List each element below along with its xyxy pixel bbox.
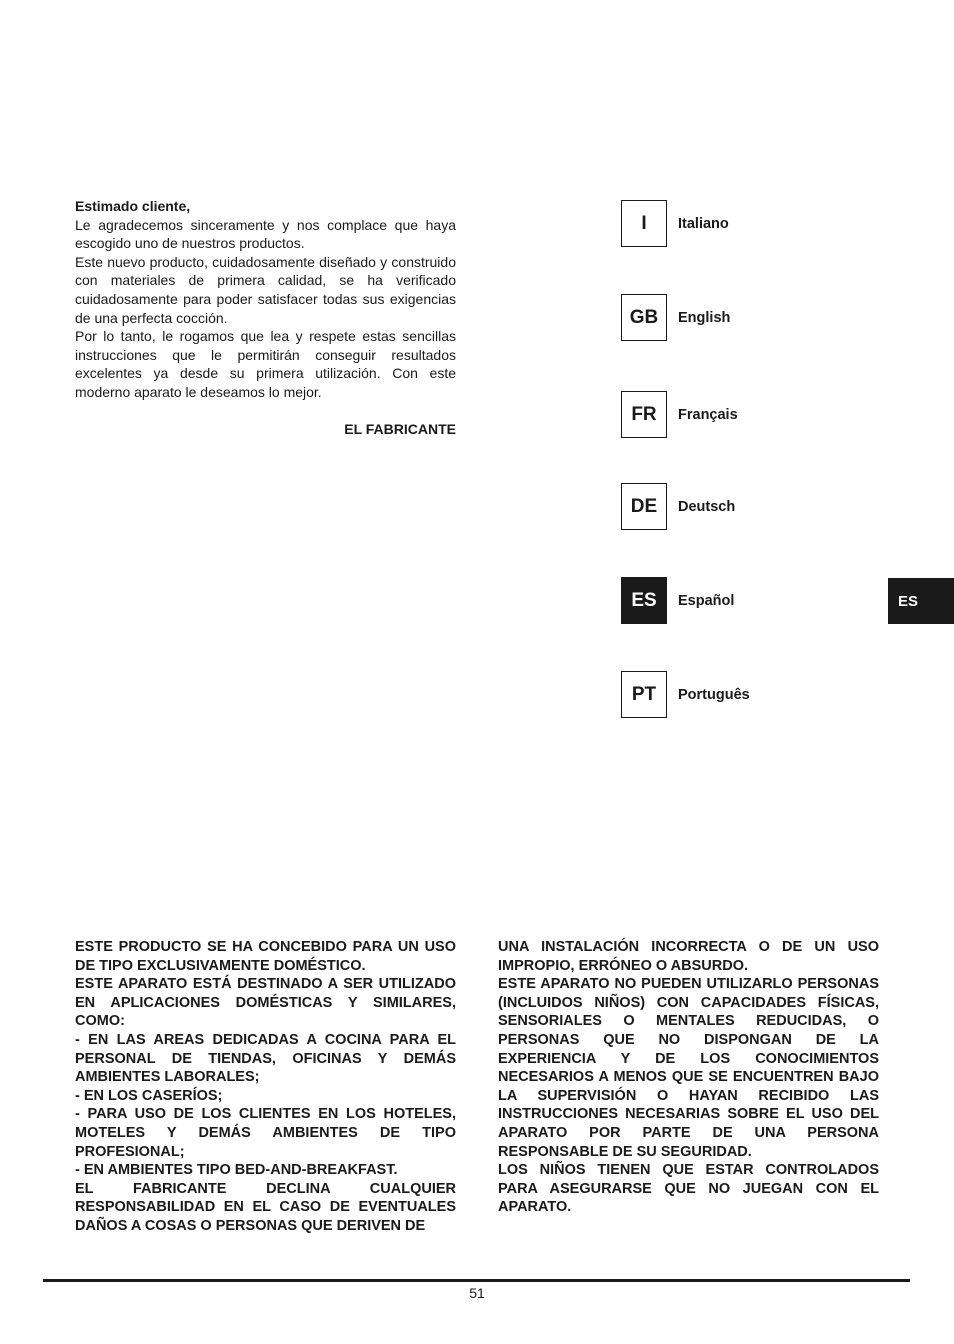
page-number: 51 [469, 1285, 485, 1301]
warning-paragraph: UNA INSTALACIÓN INCORRECTA O DE UN USO IMPROPIO, ERRÓNEO O ABSURDO. [498, 939, 879, 974]
language-item-portugues[interactable] [621, 671, 750, 718]
warning-column-right [498, 938, 879, 1217]
language-item-english[interactable] [621, 294, 730, 341]
warning-paragraph: EL FABRICANTE DECLINA CUALQUIER RESPONSABILIDAD EN EL CASO DE EVENTUALES DAÑOS A COSAS O PERSONAS QUE DERIVEN DE [75, 1180, 456, 1234]
signature: EL FABRICANTE [344, 420, 456, 437]
language-item-espanol[interactable] [621, 577, 734, 624]
language-code-box: I [621, 200, 667, 247]
language-name: Italiano [678, 215, 729, 232]
section-tab-es: ES [888, 578, 954, 624]
language-code-box: DE [621, 483, 667, 530]
warning-paragraph: - EN LOS CASERÍOS; [75, 1087, 223, 1104]
warning-paragraph: - EN AMBIENTES TIPO BED-AND-BREAKFAST. [75, 1162, 398, 1179]
warning-paragraph: ESTE APARATO ESTÁ DESTINADO A SER UTILIZADO EN APLICACIONES DOMÉSTICAS Y SIMILARES, COMO: [75, 976, 456, 1030]
footer-divider [43, 1279, 910, 1282]
warning-column-left [75, 938, 456, 1236]
language-item-francais[interactable] [621, 391, 738, 438]
warning-paragraph: ESTE APARATO NO PUEDEN UTILIZARLO PERSONAS (INCLUIDOS NIÑOS) CON CAPACIDADES FÍSICAS, SENSORIALES O MENTALES REDUCIDAS, O PERSONAS QUE NO DISPONGAN DE LA EXPERIENCIA Y DE LOS CONOCIMIENTOS NECESARIOS A MENOS QUE SE ENCUENTREN BAJO LA SUPERVISIÓN O HAYAN RECIBIDO LAS INSTRUCCIONES NECESARIAS SOBRE EL USO DEL APARATO POR PARTE DE UNA PERSONA RESPONSABLE DE SU SEGURIDAD. [498, 976, 879, 1160]
language-item-italiano[interactable] [621, 200, 729, 247]
language-code-box: GB [621, 294, 667, 341]
greeting: Estimado cliente, [75, 198, 191, 214]
warning-paragraph: LOS NIÑOS TIENEN QUE ESTAR CONTROLADOS PARA ASEGURARSE QUE NO JUEGAN CON EL APARATO. [498, 1162, 879, 1216]
intro-paragraph: Le agradecemos sinceramente y nos complace que haya escogido uno de nuestros productos. [75, 216, 456, 252]
language-name: Français [678, 406, 738, 423]
language-name: Deutsch [678, 498, 736, 515]
warning-paragraph: ESTE PRODUCTO SE HA CONCEBIDO PARA UN USO DE TIPO EXCLUSIVAMENTE DOMÉSTICO. [75, 939, 456, 974]
intro-paragraph: Por lo tanto, le rogamos que lea y respete estas sencillas instrucciones que le permitirán conseguir resultados excelentes ya desde su primera utilización. Con este moderno aparato le deseamos lo mejor. [75, 328, 456, 400]
language-code-box-active: ES [621, 577, 667, 624]
language-name: English [678, 309, 731, 326]
language-name: Português [678, 686, 750, 703]
intro-letter [75, 197, 456, 438]
language-code-box: PT [621, 671, 667, 718]
intro-paragraph: Este nuevo producto, cuidadosamente diseñado y construido con materiales de primera calidad, se ha verificado cuidadosamente para poder satisfacer todas sus exigencias de una perfecta cocción. [75, 253, 456, 326]
language-item-deutsch[interactable] [621, 483, 735, 530]
language-code-box: FR [621, 391, 667, 438]
language-name: Español [678, 592, 735, 609]
warning-paragraph: - PARA USO DE LOS CLIENTES EN LOS HOTELES, MOTELES Y DEMÁS AMBIENTES DE TIPO PROFESIONAL; [75, 1106, 456, 1160]
warning-paragraph: - EN LAS AREAS DEDICADAS A COCINA PARA EL PERSONAL DE TIENDAS, OFICINAS Y DEMÁS AMBIENTES LABORALES; [75, 1031, 456, 1086]
